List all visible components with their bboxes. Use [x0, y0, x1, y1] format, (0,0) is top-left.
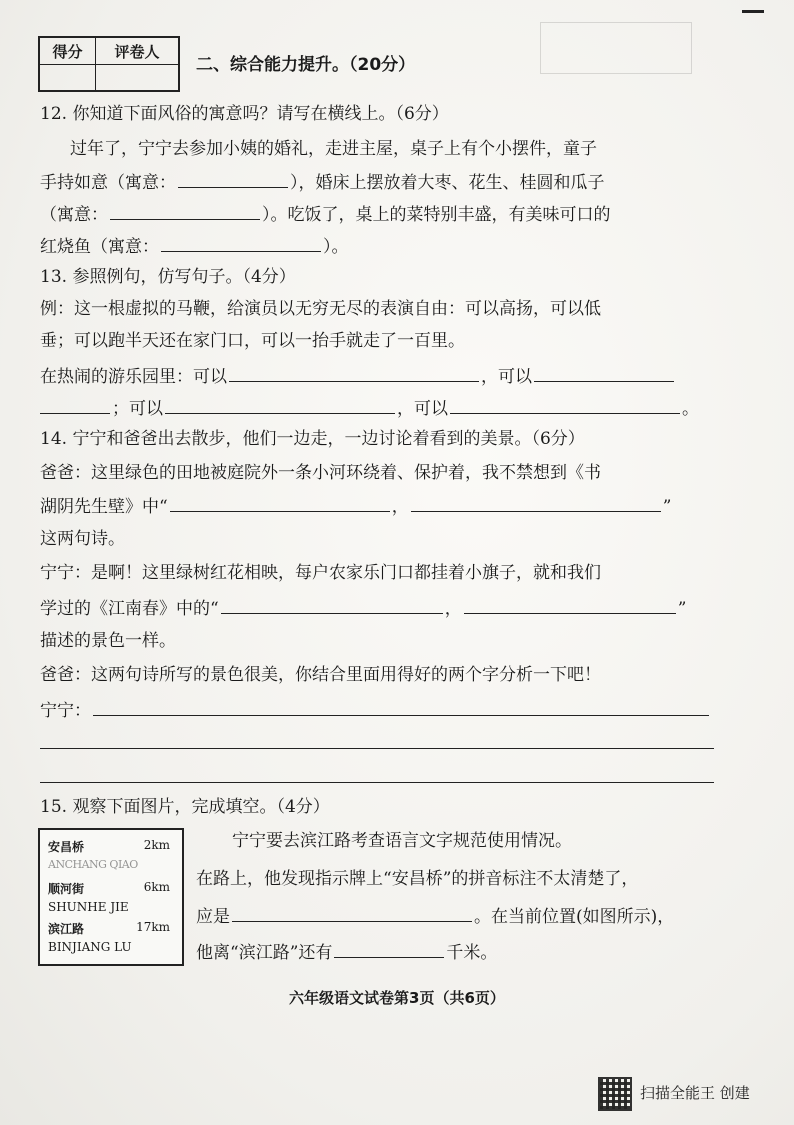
sign-km-anchang: 2km — [143, 838, 170, 852]
q15-text-1: 宁宁要去滨江路考查语言文字规范使用情况。 — [232, 831, 572, 851]
q12-blank-1[interactable] — [178, 170, 288, 188]
q12-text-4a: 红烧鱼（寓意： — [40, 237, 159, 257]
q14-prompt: 14. 宁宁和爸爸出去散步，他们一边走，一边讨论着看到的美景。（6分） — [40, 429, 585, 449]
q14-text-8: 宁宁： — [40, 701, 91, 721]
q12-line-2 — [40, 170, 605, 194]
section-title: 二、综合能力提升。（20分） — [196, 55, 416, 75]
q14-text-2b: ， — [391, 497, 409, 517]
q13-example-1: 例：这一根虚拟的马鞭，给演员以无穷无尽的表演自由：可以高扬，可以低 — [40, 299, 601, 319]
q14-dialog-4: 宁宁：是啊！这里绿树红花相映，每户农家乐门口都挂着小旗子，就和我们 — [40, 563, 601, 583]
sign-name-anchang: 安昌桥 — [48, 840, 85, 854]
q15-text-4b: 千米。 — [446, 943, 498, 963]
q14-dialog-6: 描述的景色一样。 — [40, 631, 176, 651]
grader-label: 评卷人 — [96, 37, 179, 65]
q13-line-2 — [40, 396, 699, 420]
q12-text-3b: ）。吃饭了，桌上的菜特别丰盛，有美味可口的 — [262, 205, 611, 225]
q14-text-2a: 湖阴先生壁》中“ — [40, 497, 168, 517]
q13-blank-2[interactable] — [534, 364, 674, 382]
q14-text-5c: ” — [677, 599, 687, 619]
q15-prompt: 15. 观察下面图片，完成填空。（4分） — [40, 797, 330, 817]
road-sign-image — [38, 828, 184, 966]
q14-text-5a: 学过的《江南春》中的“ — [40, 599, 219, 619]
sign-row-anchang — [48, 838, 176, 855]
q12-text-3a: （寓意： — [40, 205, 108, 225]
q13-text-1a: 在热闹的游乐园里：可以 — [40, 367, 227, 387]
q13-blank-4[interactable] — [165, 396, 395, 414]
q14-dialog-2 — [40, 494, 671, 518]
sign-name-binjiang: 滨江路 — [48, 922, 85, 936]
qr-code-icon — [598, 1077, 632, 1111]
q13-blank-3[interactable] — [40, 396, 110, 414]
q12-line-3 — [40, 202, 611, 226]
sign-pinyin-binjiang: BINJIANG LU — [48, 940, 132, 954]
q14-dialog-5 — [40, 596, 686, 620]
q13-blank-5[interactable] — [450, 396, 680, 414]
q15-blank-2[interactable] — [334, 940, 444, 958]
sign-km-binjiang: 17km — [136, 920, 170, 934]
q14-answer-line-3[interactable] — [40, 782, 714, 783]
sign-pinyin-anchang-faded: ANCHANG QIAO — [48, 858, 138, 871]
q15-text-4 — [196, 940, 497, 964]
q15-text-3b: 。在当前位置(如图所示)， — [474, 907, 675, 927]
score-table — [38, 36, 180, 92]
q14-text-2c: ” — [662, 497, 672, 517]
q14-answer-line-2[interactable] — [40, 748, 714, 749]
q12-line-4 — [40, 234, 349, 258]
q12-prompt: 12. 你知道下面风俗的寓意吗？请写在横线上。（6分） — [40, 104, 449, 124]
q13-prompt: 13. 参照例句，仿写句子。（4分） — [40, 267, 296, 287]
q14-dialog-1: 爸爸：这里绿色的田地被庭院外一条小河环绕着、保护着，我不禁想到《书 — [40, 463, 601, 483]
sign-pinyin-shunhe: SHUNHE JIE — [48, 900, 129, 914]
q15-text-4a: 他离“滨江路”还有 — [196, 943, 333, 963]
q14-dialog-3: 这两句诗。 — [40, 529, 125, 549]
q14-dialog-7: 爸爸：这两句诗所写的景色很美，你结合里面用得好的两个字分析一下吧！ — [40, 665, 601, 685]
q12-line-1: 过年了，宁宁去参加小姨的婚礼，走进主屋，桌子上有个小摆件，童子 — [70, 139, 597, 159]
q14-blank-1[interactable] — [170, 494, 390, 512]
q15-text-2: 在路上，他发现指示牌上“安昌桥”的拼音标注不太清楚了， — [196, 869, 639, 889]
q14-blank-5[interactable] — [93, 698, 709, 716]
q14-blank-3[interactable] — [221, 596, 443, 614]
q15-text-3 — [196, 904, 674, 928]
q13-text-2b: ，可以 — [397, 399, 448, 419]
corner-mark — [742, 10, 764, 13]
q12-blank-3[interactable] — [161, 234, 321, 252]
q13-blank-1[interactable] — [229, 364, 479, 382]
sign-km-shunhe: 6km — [143, 880, 170, 894]
q12-text-4b: ）。 — [323, 237, 349, 257]
scanner-watermark: 扫描全能王 创建 — [640, 1084, 750, 1102]
page-footer: 六年级语文试卷第3页（共6页） — [289, 989, 505, 1007]
q13-text-1b: ，可以 — [481, 367, 532, 387]
q15-text-3a: 应是 — [196, 907, 230, 927]
q12-text-2b: ），婚床上摆放着大枣、花生、桂圆和瓜子 — [290, 173, 605, 193]
bleed-through-box — [540, 22, 692, 74]
q12-text-2a: 手持如意（寓意： — [40, 173, 176, 193]
sign-name-shunhe: 顺河街 — [48, 882, 85, 896]
score-cell[interactable] — [39, 65, 96, 92]
q14-dialog-8 — [40, 698, 711, 722]
q14-blank-2[interactable] — [411, 494, 661, 512]
q13-text-2c: 。 — [682, 399, 699, 419]
score-label: 得分 — [39, 37, 96, 65]
q15-blank-1[interactable] — [232, 904, 472, 922]
q13-line-1 — [40, 364, 676, 388]
q12-blank-2[interactable] — [110, 202, 260, 220]
grader-cell[interactable] — [96, 65, 179, 92]
sign-row-binjiang — [48, 920, 176, 937]
sign-row-shunhe — [48, 880, 176, 897]
q14-text-5b: ， — [444, 599, 462, 619]
q13-text-2a: ；可以 — [112, 399, 163, 419]
q13-example-2: 垂；可以跑半天还在家门口，可以一抬手就走了一百里。 — [40, 331, 465, 351]
q14-blank-4[interactable] — [464, 596, 676, 614]
